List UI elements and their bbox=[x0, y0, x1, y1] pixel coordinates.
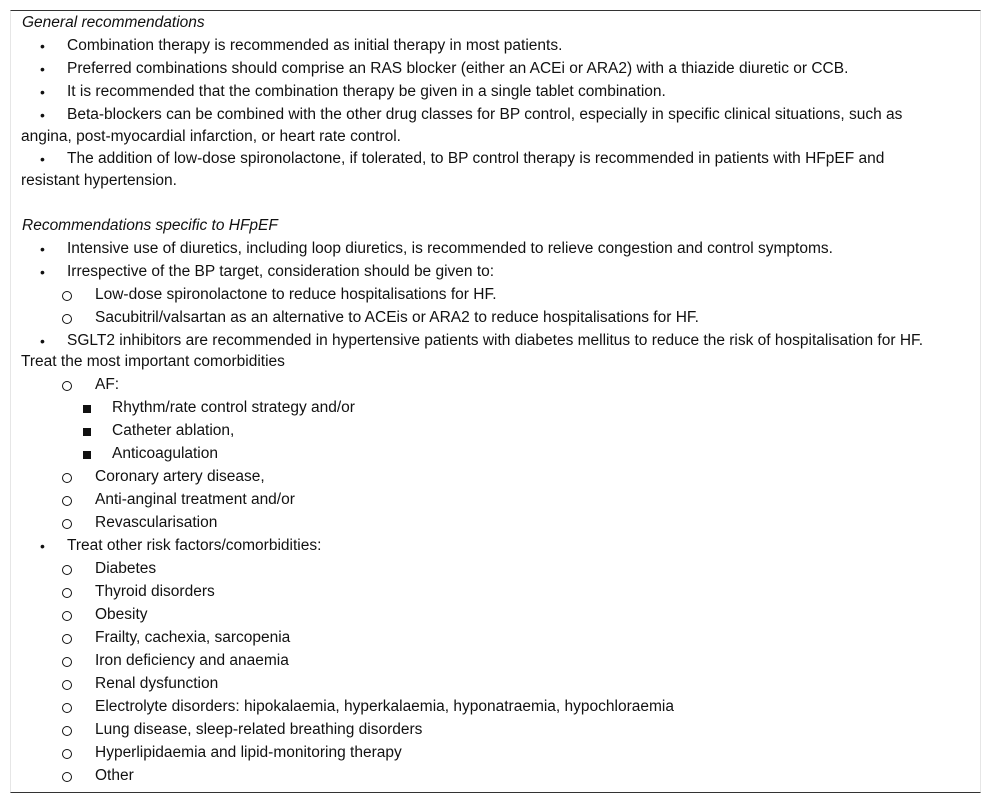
square-bullet-icon bbox=[83, 405, 91, 413]
hfpef-recommendations-heading: Recommendations specific to HFpEF bbox=[22, 217, 278, 234]
hfpef-subitem-spironolactone: Low-dose spironolactone to reduce hospitalisations for HF. bbox=[95, 286, 497, 303]
bullet-icon: • bbox=[40, 61, 45, 77]
comorbidity-af: AF: bbox=[95, 376, 120, 393]
comorbidity-revascularisation: Revascularisation bbox=[95, 514, 218, 531]
circle-bullet-icon bbox=[62, 772, 72, 782]
comorbidity-anti-anginal: Anti-anginal treatment and/or bbox=[95, 491, 295, 508]
general-recommendations-heading: General recommendations bbox=[22, 14, 205, 31]
circle-bullet-icon bbox=[62, 496, 72, 506]
circle-bullet-icon bbox=[62, 749, 72, 759]
risk-factor-item: Other bbox=[95, 767, 134, 784]
risk-factor-item: Iron deficiency and anaemia bbox=[95, 652, 289, 669]
circle-bullet-icon bbox=[62, 611, 72, 621]
risk-factor-item: Obesity bbox=[95, 606, 148, 623]
hfpef-item-bp-target: Irrespective of the BP target, consideration should be given to: bbox=[67, 263, 495, 280]
risk-factor-item: Electrolyte disorders: hipokalaemia, hyperkalaemia, hyponatraemia, hypochloraemia bbox=[95, 698, 674, 715]
circle-bullet-icon bbox=[62, 726, 72, 736]
bullet-icon: • bbox=[40, 333, 45, 349]
circle-bullet-icon bbox=[62, 680, 72, 690]
general-item-5-line-2: resistant hypertension. bbox=[21, 172, 177, 189]
circle-bullet-icon bbox=[62, 588, 72, 598]
circle-bullet-icon bbox=[62, 519, 72, 529]
hfpef-item-diuretics: Intensive use of diuretics, including loop diuretics, is recommended to relieve congestion and control symptoms. bbox=[67, 240, 833, 257]
risk-factor-item: Diabetes bbox=[95, 560, 157, 577]
circle-bullet-icon bbox=[62, 565, 72, 575]
bullet-icon: • bbox=[40, 241, 45, 257]
general-item-4-line-2: angina, post-myocardial infarction, or heart rate control. bbox=[21, 128, 401, 145]
circle-bullet-icon bbox=[62, 291, 72, 301]
risk-factor-item: Renal dysfunction bbox=[95, 675, 219, 692]
risk-factor-item: Frailty, cachexia, sarcopenia bbox=[95, 629, 291, 646]
circle-bullet-icon bbox=[62, 657, 72, 667]
hfpef-item-sglt2-line-2: Treat the most important comorbidities bbox=[21, 353, 285, 370]
square-bullet-icon bbox=[83, 451, 91, 459]
square-bullet-icon bbox=[83, 428, 91, 436]
af-subitem-anticoagulation: Anticoagulation bbox=[112, 445, 218, 462]
hfpef-item-other-risk-factors: Treat other risk factors/comorbidities: bbox=[67, 537, 322, 554]
circle-bullet-icon bbox=[62, 381, 72, 391]
bullet-icon: • bbox=[40, 84, 45, 100]
circle-bullet-icon bbox=[62, 634, 72, 644]
bullet-icon: • bbox=[40, 538, 45, 554]
bullet-icon: • bbox=[40, 264, 45, 280]
bullet-icon: • bbox=[40, 151, 45, 167]
general-item-1: Combination therapy is recommended as initial therapy in most patients. bbox=[67, 37, 563, 54]
af-subitem-rhythm: Rhythm/rate control strategy and/or bbox=[112, 399, 355, 416]
hfpef-subitem-sacubitril: Sacubitril/valsartan as an alternative to ACEis or ARA2 to reduce hospitalisations for HF. bbox=[95, 309, 699, 326]
circle-bullet-icon bbox=[62, 314, 72, 324]
general-item-5-line-1: The addition of low-dose spironolactone, if tolerated, to BP control therapy is recommended in patients with HFpEF and bbox=[67, 150, 885, 167]
general-item-2: Preferred combinations should comprise an RAS blocker (either an ACEi or ARA2) with a thiazide diuretic or CCB. bbox=[67, 60, 849, 77]
af-subitem-ablation: Catheter ablation, bbox=[112, 422, 235, 439]
circle-bullet-icon bbox=[62, 703, 72, 713]
bullet-icon: • bbox=[40, 107, 45, 123]
comorbidity-cad: Coronary artery disease, bbox=[95, 468, 265, 485]
risk-factor-item: Hyperlipidaemia and lipid-monitoring therapy bbox=[95, 744, 402, 761]
general-item-4-line-1: Beta-blockers can be combined with the other drug classes for BP control, especially in specific clinical situations, such as bbox=[67, 106, 903, 123]
bullet-icon: • bbox=[40, 38, 45, 54]
risk-factor-item: Thyroid disorders bbox=[95, 583, 215, 600]
risk-factor-item: Lung disease, sleep-related breathing disorders bbox=[95, 721, 423, 738]
circle-bullet-icon bbox=[62, 473, 72, 483]
general-item-3: It is recommended that the combination therapy be given in a single tablet combination. bbox=[67, 83, 666, 100]
hfpef-item-sglt2-line-1: SGLT2 inhibitors are recommended in hypertensive patients with diabetes mellitus to reduce the risk of hospitalisation for HF. bbox=[67, 332, 924, 349]
